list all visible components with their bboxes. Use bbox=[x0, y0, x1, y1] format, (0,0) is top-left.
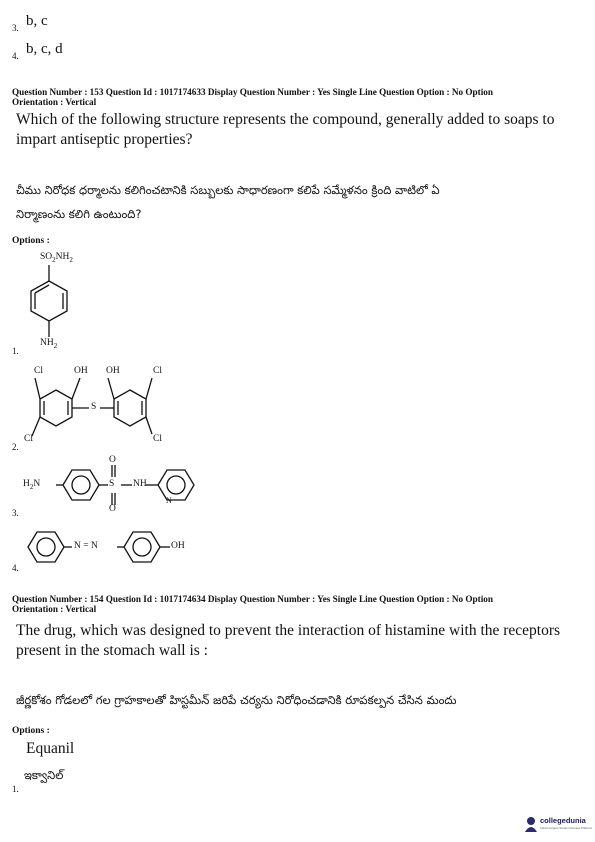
chem-label: N bbox=[166, 496, 172, 505]
chem-label: S bbox=[109, 479, 115, 489]
question-meta-line: Question Number : 154 Question Id : 1017174634 Display Question Number : Yes Single Line Question Option : No Option bbox=[12, 594, 493, 604]
chem-label: Cl bbox=[153, 434, 162, 444]
option-text: b, c bbox=[26, 13, 48, 29]
chem-label: N = N bbox=[74, 541, 98, 551]
chem-label: OH bbox=[74, 366, 88, 376]
mascot-icon bbox=[523, 816, 539, 832]
watermark-logo bbox=[523, 814, 593, 840]
watermark-brand: collegedunia bbox=[540, 816, 586, 825]
option-text-telugu: ఇక్వానిల్ bbox=[24, 768, 64, 782]
options-label: Options : bbox=[12, 236, 50, 246]
chem-label: $NH_2$ bbox=[40, 338, 58, 350]
chem-label: OH bbox=[171, 541, 185, 551]
question-text-english bbox=[16, 621, 591, 661]
chem-label: $H_2N$ bbox=[23, 479, 41, 491]
chem-label: NH bbox=[133, 479, 147, 489]
chem-label: O bbox=[109, 455, 116, 465]
option-text-english: Equanil bbox=[26, 740, 75, 757]
option-number: 3. bbox=[12, 508, 19, 518]
option-number: 4. bbox=[12, 51, 19, 61]
chem-label: Cl bbox=[34, 366, 43, 376]
question-orientation: Orientation : Vertical bbox=[12, 604, 97, 614]
chem-label: OH bbox=[106, 366, 120, 376]
question-line: చీము నిరోధక ధర్మాలను కలిగించటానికి సబ్బులకు సాధారణంగా కలిపే సమ్మేళనం క్రింది వాటిలో ఏ bbox=[16, 183, 440, 197]
question-line: జీర్ణకోశం గోడలలో గల గ్రాహకాలతో హిస్టమీన్ జరిపే చర్యను నిరోధించడానికి రూపకల్పన చేసిన మందు bbox=[16, 693, 457, 707]
chem-label: O bbox=[109, 504, 116, 514]
option-number: 4. bbox=[12, 563, 19, 573]
chem-label: Cl bbox=[153, 366, 162, 376]
option-number: 1. bbox=[12, 784, 19, 794]
chem-label: $SO_2NH_2$ bbox=[40, 252, 73, 264]
question-line: The drug, which was designed to prevent the interaction of histamine with the receptors bbox=[16, 622, 561, 639]
question-line: present in the stomach wall is : bbox=[16, 642, 208, 659]
option-number: 2. bbox=[12, 442, 19, 452]
watermark-tagline: India's largest Student Review Platform bbox=[540, 826, 593, 830]
question-line: నిర్మాణంను కలిగి ఉంటుంది? bbox=[16, 207, 142, 221]
question-line: Which of the following structure represents the compound, generally added to soaps to bbox=[16, 111, 555, 128]
question-text-telugu bbox=[16, 688, 591, 712]
question-orientation: Orientation : Vertical bbox=[12, 97, 97, 107]
question-meta bbox=[12, 594, 592, 614]
options-label: Options : bbox=[12, 726, 50, 736]
chem-label: S bbox=[91, 402, 97, 412]
option-number: 1. bbox=[12, 346, 19, 356]
option-number: 3. bbox=[12, 23, 19, 33]
question-meta-line: Question Number : 153 Question Id : 1017174633 Display Question Number : Yes Single Line Question Option : No Option bbox=[12, 87, 493, 97]
question-line: impart antiseptic properties? bbox=[16, 131, 193, 148]
option-text: b, c, d bbox=[26, 41, 63, 57]
chem-label: Cl bbox=[24, 434, 33, 444]
